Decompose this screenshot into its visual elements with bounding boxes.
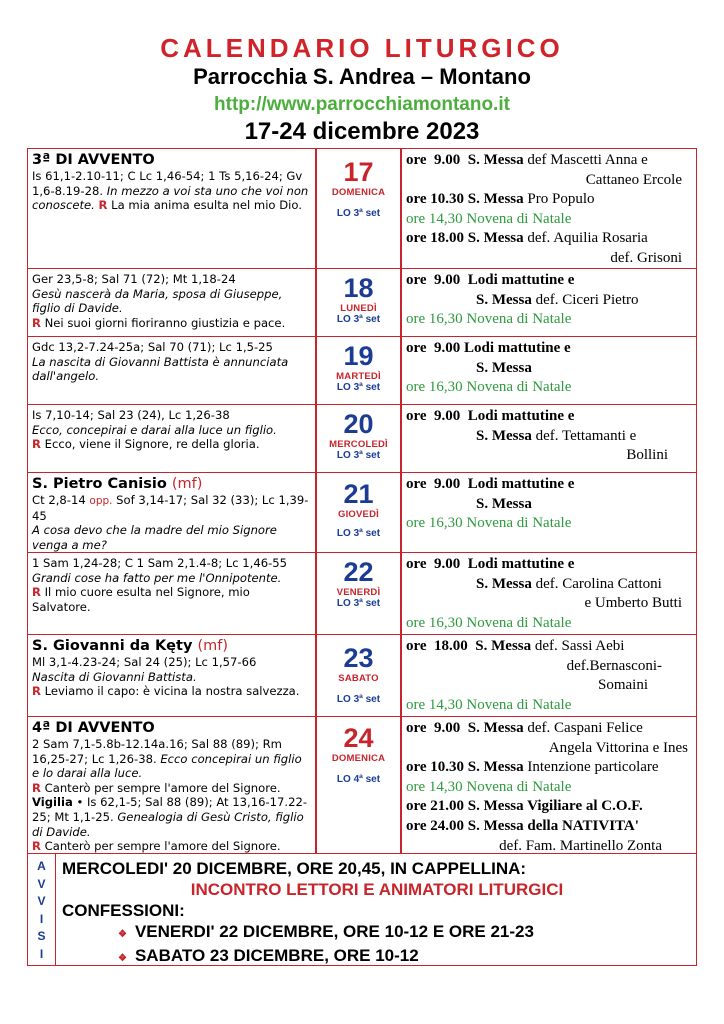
response-marker: R: [32, 315, 41, 330]
response-text: Canterò per sempre l'amore del Signore.: [40, 839, 281, 853]
avvisi-label: A V V I S I: [28, 854, 56, 965]
novena-line: ore 16,30 Novena di Natale: [406, 379, 572, 396]
reading-refs: • Is 62,1-5; Sal 88 (89); At 13,16-17.22-25; Mt 1,1-25.: [32, 795, 308, 824]
psalter-week: LO 3ª set: [336, 694, 381, 705]
mass-line: ore 10.30 S. Messa Pro Populo: [406, 191, 595, 208]
psalter-week: LO 3ª set: [336, 314, 381, 325]
day-box: [315, 149, 402, 268]
reading-refs: 2 Sam 7,1-5.8b-12.14a.16; Sal 88 (89); Rm 16,25-27; Lc 1,26-38.: [32, 737, 282, 766]
psalter-week: LO 4ª set: [336, 774, 381, 785]
weekday-name: DOMENICA: [331, 187, 386, 198]
day-number: 24: [343, 723, 374, 753]
mass-line: ore 18.00 S. Messa def. Aquilia Rosaria: [406, 230, 648, 247]
day-number: 19: [343, 341, 374, 371]
novena-line: ore 16,30 Novena di Natale: [406, 515, 572, 532]
day-number: 21: [343, 479, 374, 509]
response-text: Nei suoi giorni fioriranno giustizia e pace.: [40, 315, 286, 330]
reading-quote: Ecco concepirai un figlio e lo darai alla luce.: [32, 751, 302, 781]
readings-cell: [28, 717, 314, 853]
day-row-19: [28, 337, 696, 405]
notice-confession-item: ❖ SABATO 23 DICEMBRE, ORE 10-12: [118, 946, 419, 965]
mass-line: ore 9.00 Lodi mattutine e: [406, 272, 575, 288]
mass-line: S. Messa def. Carolina Cattoni: [476, 575, 662, 592]
reading-refs: Is 7,10-14; Sal 23 (24), Lc 1,26-38: [32, 408, 230, 422]
notice-confession-item: ❖ VENERDI' 22 DICEMBRE, ORE 10-12 E ORE 21-23: [118, 922, 534, 941]
reading-refs: Ger 23,5-8; Sal 71 (72); Mt 1,18-24: [32, 272, 236, 286]
response-marker: R: [32, 780, 41, 795]
day-box: [315, 635, 402, 716]
masses-cell: [406, 553, 692, 634]
day-box: [315, 717, 402, 853]
weekday-name: MERCOLEDÌ: [329, 439, 388, 450]
notice-meeting: MERCOLEDI' 20 DICEMBRE, ORE 20,45, IN CAPPELLINA:: [62, 859, 527, 878]
day-title: 3ª DI AVVENTO: [32, 152, 155, 168]
mass-line: S. Messa: [476, 359, 532, 376]
reading-refs: Is 61,1-2.10-11; C Lc 1,46-54; 1 Ts 5,16-24; Gv 1,6-8.19-28.: [32, 169, 303, 198]
mass-line: S. Messa def. Ciceri Pietro: [476, 291, 639, 308]
masses-cell: [406, 635, 692, 716]
parish-website-link[interactable]: http://www.parrocchiamontano.it: [214, 94, 510, 115]
masses-cell: [406, 473, 692, 552]
novena-line: ore 16,30 Novena di Natale: [406, 311, 572, 328]
readings-cell: [28, 553, 314, 634]
memorial-tag: (mf): [197, 638, 229, 654]
reading-refs: Ml 3,1-4.23-24; Sal 24 (25); Lc 1,57-66: [32, 655, 257, 669]
day-title: [32, 638, 310, 655]
day-box: [315, 473, 402, 552]
response-text: Ecco, viene il Signore, re della gloria.: [40, 437, 260, 452]
day-number: 23: [343, 643, 374, 673]
notices-box: [27, 854, 697, 966]
mass-line: ore 9.00 Lodi mattutine e: [406, 340, 571, 356]
reading-quote: In mezzo a voi sta uno che voi non conoscete.: [32, 183, 309, 213]
reading-refs: Sof 3,14-17; Sal 32 (33); Lc 1,39-45: [32, 493, 309, 523]
mass-line: ore 9.00 S. Messa def Mascetti Anna e: [406, 152, 648, 168]
response-text: Leviamo il capo: è vicina la nostra salvezza.: [40, 684, 300, 699]
mass-line: ore 9.00 Lodi mattutine e: [406, 556, 575, 572]
date-range: 17-24 dicembre 2023: [244, 118, 480, 145]
response-marker: R: [32, 437, 41, 452]
day-number: 18: [343, 273, 374, 303]
mass-line: S. Messa def. Tettamanti e: [476, 427, 637, 444]
masses-cell: [406, 149, 692, 268]
diamond-bullet-icon: ❖: [118, 929, 127, 940]
readings-cell: [28, 337, 314, 404]
psalter-week: LO 3ª set: [336, 450, 381, 461]
mass-line: ore 24.00 S. Messa della NATIVITA': [406, 817, 639, 834]
reading-refs: 1 Sam 1,24-28; C 1 Sam 2,1.4-8; Lc 1,46-55: [32, 556, 288, 570]
response-marker: R: [32, 585, 41, 600]
response-marker: R: [32, 684, 41, 699]
notice-confessions-heading: CONFESSIONI:: [62, 901, 185, 920]
reading-refs: Gdc 13,2-7.24-25a; Sal 70 (71); Lc 1,5-25: [32, 340, 273, 354]
reading-quote: Nascita di Giovanni Battista.: [32, 669, 197, 684]
response-text: La mia anima esulta nel mio Dio.: [107, 198, 302, 213]
weekday-name: DOMENICA: [331, 753, 386, 764]
response-text: Canterò per sempre l'amore del Signore.: [40, 780, 281, 795]
reading-quote: La nascita di Giovanni Battista è annunciata dall'angelo.: [32, 354, 289, 384]
day-title: 4ª DI AVVENTO: [32, 720, 155, 736]
psalter-week: LO 3ª set: [336, 208, 381, 219]
psalter-week: LO 3ª set: [336, 528, 381, 539]
psalter-week: LO 3ª set: [336, 598, 381, 609]
masses-cell: [406, 717, 692, 853]
mass-line: Angela Vittorina e Ines: [548, 739, 688, 756]
day-title: [32, 476, 310, 493]
mass-line: def.Bernasconi-: [566, 657, 662, 674]
weekday-name: GIOVEDÌ: [338, 509, 379, 520]
day-row-24: [28, 717, 696, 853]
weekday-name: SABATO: [338, 673, 379, 684]
novena-line: ore 14,30 Novena di Natale: [406, 778, 572, 795]
mass-line: Somaini: [597, 677, 648, 694]
notices-text: [62, 858, 692, 969]
reading-refs: Ct 2,8-14: [32, 493, 90, 507]
readings-cell: [28, 149, 314, 268]
saint-name: S. Giovanni da Kęty: [32, 638, 193, 654]
reading-quote: A cosa devo che la madre del mio Signore venga a me?: [32, 523, 277, 552]
mass-line: Bollini: [626, 447, 668, 464]
mass-line: Cattaneo Ercole: [585, 171, 682, 188]
novena-line: ore 14,30 Novena di Natale: [406, 696, 572, 713]
weekday-name: LUNEDÌ: [340, 303, 377, 314]
day-row-18: [28, 269, 696, 337]
opp-marker: opp.: [89, 495, 113, 507]
vigil-label: Vigilia: [32, 795, 73, 810]
day-row-21: [28, 473, 696, 553]
novena-line: ore 16,30 Novena di Natale: [406, 614, 572, 631]
mass-line: ore 9.00 Lodi mattutine e: [406, 476, 575, 492]
mass-line: ore 18.00 S. Messa def. Sassi Aebi: [406, 638, 625, 654]
response-marker: R: [32, 839, 41, 853]
weekday-name: MARTEDÌ: [336, 371, 381, 382]
mass-line: ore 9.00 Lodi mattutine e: [406, 408, 575, 424]
mass-line: ore 10.30 S. Messa Intenzione particolare: [406, 759, 659, 776]
day-number: 22: [343, 557, 374, 587]
day-number: 17: [343, 157, 374, 187]
day-row-22: [28, 553, 696, 635]
mass-line: ore 9.00 S. Messa def. Caspani Felice: [406, 720, 643, 736]
mass-line: def. Grisoni: [610, 249, 682, 266]
psalter-week: LO 3ª set: [336, 382, 381, 393]
response-marker: R: [98, 198, 108, 213]
diamond-bullet-icon: ❖: [118, 953, 127, 964]
notice-meeting-subject: INCONTRO LETTORI E ANIMATORI LITURGICI: [190, 880, 564, 899]
parish-name: Parrocchia S. Andrea – Montano: [193, 64, 531, 89]
day-row-23: [28, 635, 696, 717]
reading-quote: Ecco, concepirai e darai alla luce un figlio.: [32, 422, 277, 437]
readings-cell: [28, 405, 314, 472]
novena-line: ore 14,30 Novena di Natale: [406, 210, 572, 227]
mass-line: S. Messa: [476, 495, 532, 512]
mass-line: def. Fam. Martinello Zonta: [499, 837, 662, 854]
day-box: [315, 553, 402, 634]
readings-cell: [28, 635, 314, 716]
memorial-tag: (mf): [171, 476, 203, 492]
saint-name: S. Pietro Canisio: [32, 476, 167, 492]
response-text: Il mio cuore esulta nel Signore, mio Salvatore.: [32, 585, 250, 614]
reading-quote: Grandi cose ha fatto per me l'Onnipotente.: [32, 570, 282, 585]
day-row-17: [28, 149, 696, 269]
reading-quote: Gesù nascerà da Maria, sposa di Giuseppe, figlio di Davide.: [32, 286, 283, 316]
day-box: [315, 269, 402, 336]
day-box: [315, 337, 402, 404]
masses-cell: [406, 337, 692, 404]
day-row-20: [28, 405, 696, 473]
masses-cell: [406, 405, 692, 472]
mass-line: ore 21.00 S. Messa Vigiliare al C.O.F.: [406, 798, 643, 815]
calendar-title: CALENDARIO LITURGICO: [160, 33, 564, 63]
calendar-table: [27, 148, 697, 854]
readings-cell: [28, 473, 314, 552]
reading-quote: Genealogia di Gesù Cristo, figlio di Davide.: [32, 809, 304, 839]
readings-cell: [28, 269, 314, 336]
masses-cell: [406, 269, 692, 336]
mass-line: e Umberto Butti: [584, 595, 682, 612]
weekday-name: VENERDÌ: [336, 587, 381, 598]
day-box: [315, 405, 402, 472]
day-number: 20: [343, 409, 374, 439]
